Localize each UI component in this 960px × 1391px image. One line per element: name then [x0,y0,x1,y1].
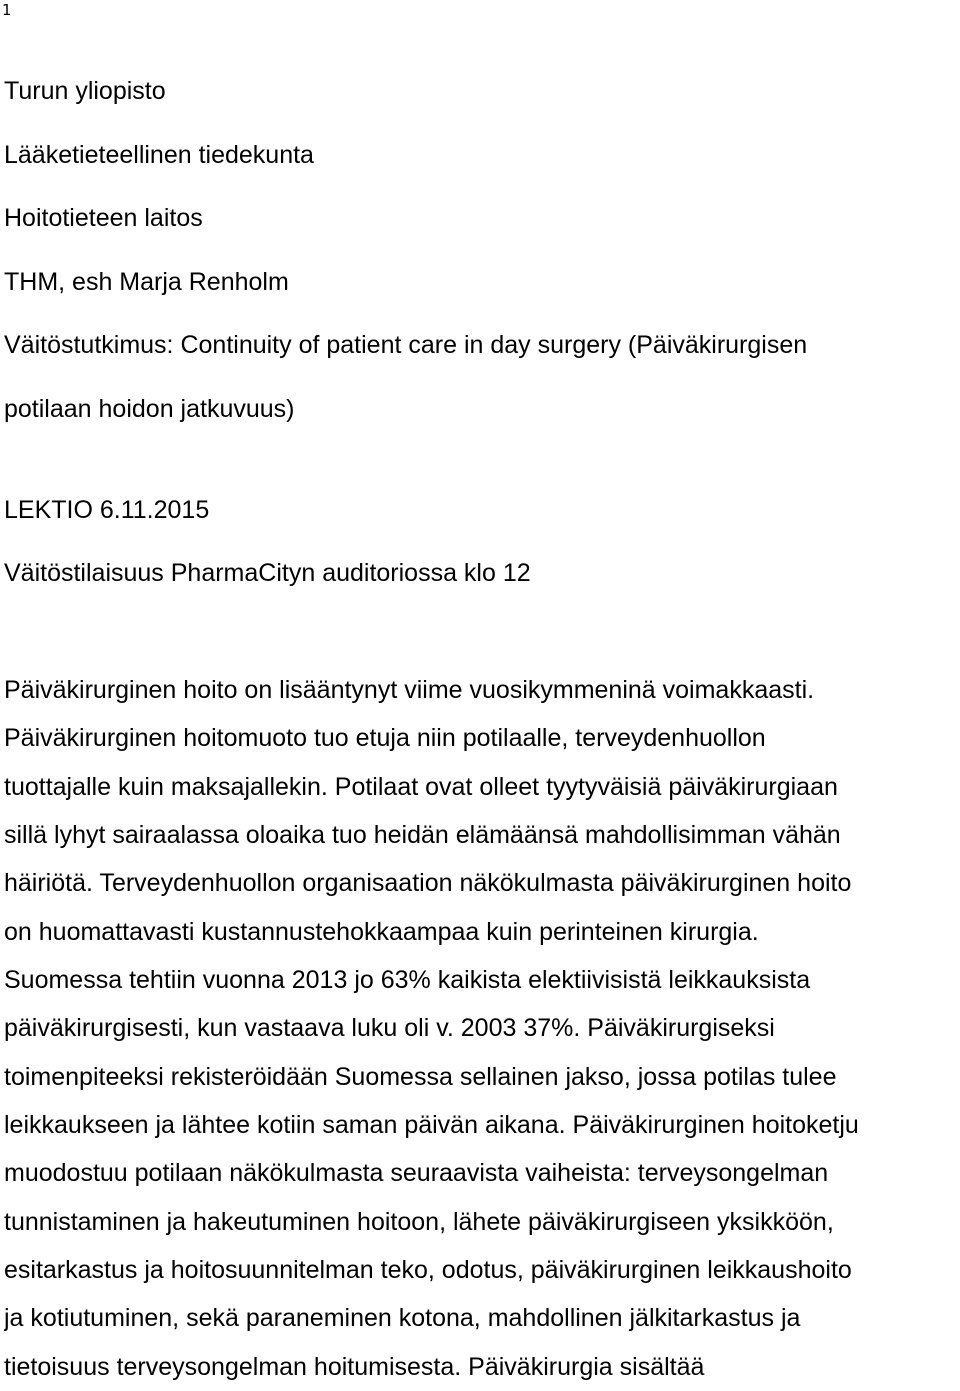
page-number: 1 [2,1,12,19]
lecture-venue: Väitöstilaisuus PharmaCityn auditoriossa klo 12 [4,559,531,587]
body-line: toimenpiteeksi rekisteröidään Suomessa sellainen jakso, jossa potilas tulee [4,1062,837,1091]
body-line: tunnistaminen ja hakeutuminen hoitoon, lähete päiväkirurgiseen yksikköön, [4,1207,834,1236]
body-line: ja kotiutuminen, sekä paraneminen kotona, mahdollinen jälkitarkastus ja [4,1304,801,1333]
body-line: sillä lyhyt sairaalassa oloaika tuo heidän elämäänsä mahdollisimman vähän [4,821,841,850]
body-line: Päiväkirurginen hoitomuoto tuo etuja niin potilaalle, terveydenhuollon [4,724,766,753]
body-paragraph [4,666,956,1391]
body-line: leikkaukseen ja lähtee kotiin saman päivän aikana. Päiväkirurginen hoitoketju [4,1111,859,1140]
body-line: Päiväkirurginen hoito on lisääntynyt viime vuosikymmeninä voimakkaasti. [4,676,815,704]
author-name: THM, esh Marja Renholm [4,267,289,296]
dissertation-title-line-1: Väitöstutkimus: Continuity of patient care in day surgery (Päiväkirurgisen [4,331,808,359]
department-name: Hoitotieteen laitos [4,204,203,232]
body-line: on huomattavasti kustannustehokkaampaa kuin perinteinen kirurgia. [4,917,759,946]
faculty-name: Lääketieteellinen tiedekunta [4,140,314,169]
body-line: Suomessa tehtiin vuonna 2013 jo 63% kaikista elektiivisistä leikkauksista [4,966,811,995]
university-name: Turun yliopisto [4,77,166,105]
body-line: häiriötä. Terveydenhuollon organisaation näkökulmasta päiväkirurginen hoito [4,869,852,898]
lecture-title: LEKTIO 6.11.2015 [4,496,210,524]
body-line: tuottajalle kuin maksajallekin. Potilaat ovat olleet tyytyväisiä päiväkirurgiaan [4,772,838,801]
body-line: esitarkastus ja hoitosuunnitelman teko, odotus, päiväkirurginen leikkaushoito [4,1256,852,1285]
body-line: tietoisuus terveysongelman hoitumisesta. Päiväkirurgia sisältää [4,1352,705,1381]
body-line: päiväkirurgisesti, kun vastaava luku oli v. 2003 37%. Päiväkirurgiseksi [4,1014,775,1043]
lecture-info [4,479,954,605]
document-header [4,60,954,441]
body-line: muodostuu potilaan näkökulmasta seuraavista vaiheista: terveysongelman [4,1159,829,1188]
dissertation-title-line-2: potilaan hoidon jatkuvuus) [4,394,295,423]
